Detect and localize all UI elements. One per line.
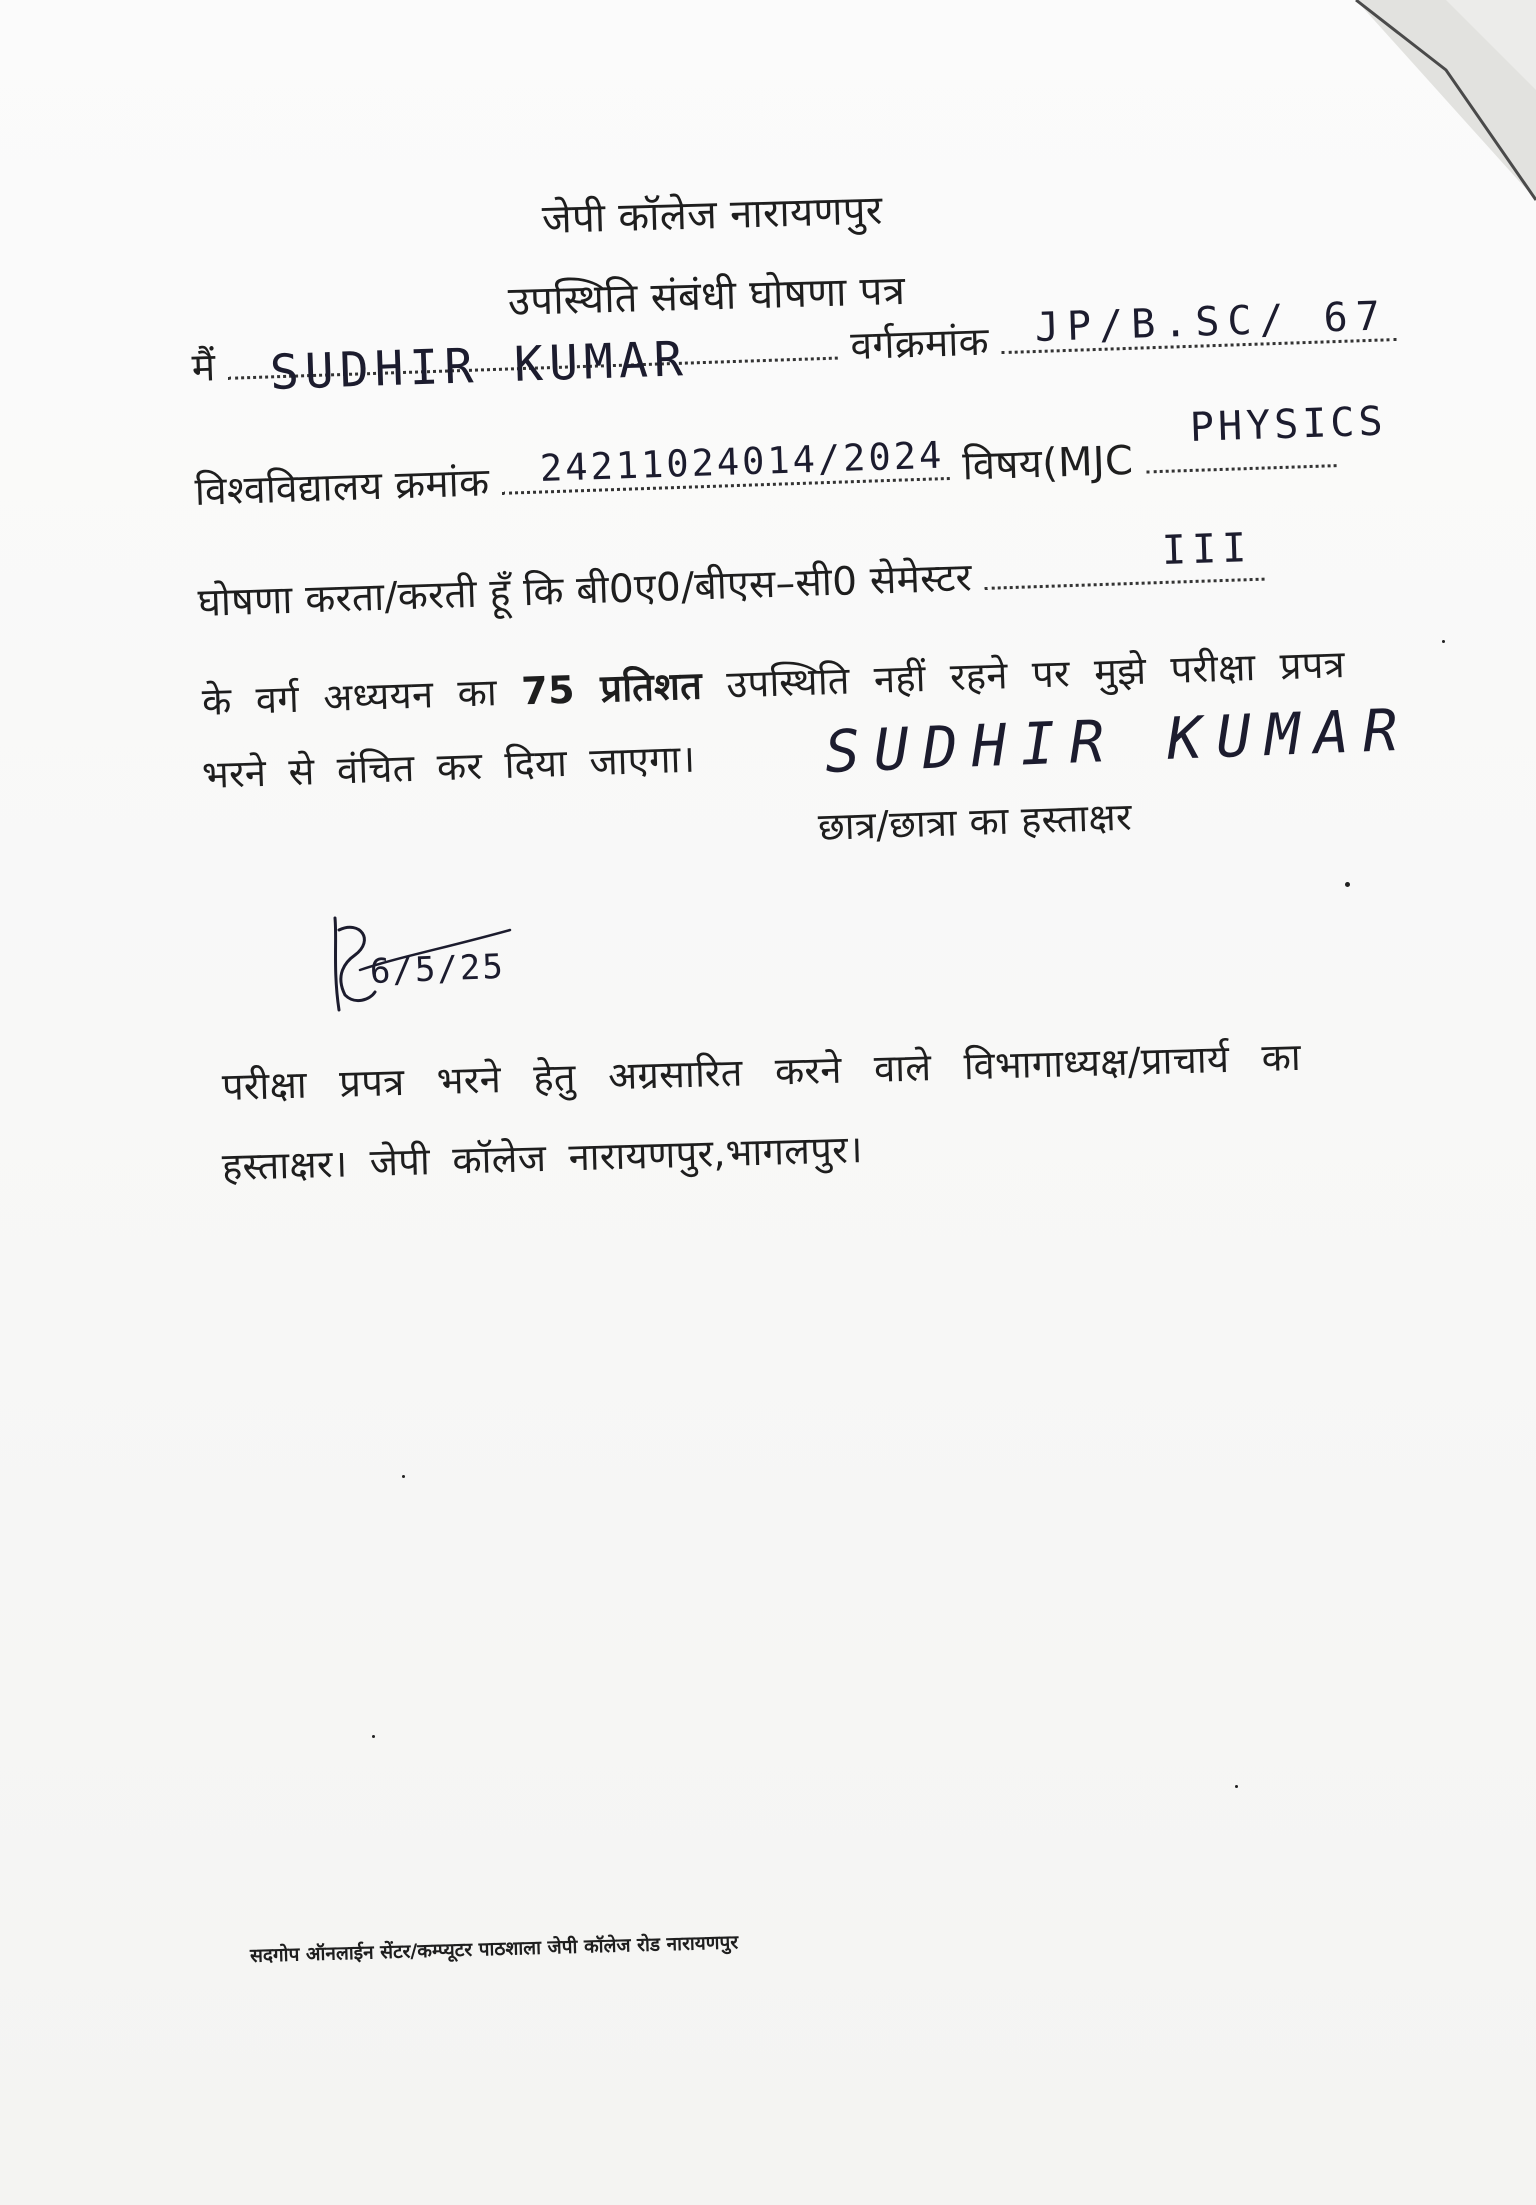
university-roll-label: विश्वविद्यालय क्रमांक xyxy=(194,460,491,515)
folded-corner xyxy=(1296,0,1536,240)
forwarding-line-1: परीक्षा प्रपत्र भरने हेतु अग्रसारित करने वाले विभागाध्यक्ष/प्राचार्य का xyxy=(221,1034,1302,1109)
subject-label: विषय(MJC xyxy=(961,437,1134,490)
semester-text: घोषणा करता/करती हूँ कि बी0ए0/बीएस–सी0 सेमेस्टर xyxy=(197,555,973,626)
attendance-percent: 75 प्रतिशत xyxy=(520,663,703,714)
class-roll-handwritten: JP/B.SC/ 67 xyxy=(1034,293,1389,351)
ink-speck xyxy=(372,1735,375,1738)
subject-handwritten: PHYSICS xyxy=(1189,398,1388,451)
semester-field[interactable] xyxy=(985,572,1265,590)
ink-speck xyxy=(1235,1785,1238,1788)
declaration-line-1-start: के वर्ग अध्ययन का xyxy=(201,669,523,724)
college-name: जेपी कॉलेज नारायणपुर xyxy=(541,187,884,243)
declaration-line-1-end: उपस्थिति नहीं रहने पर मुझे परीक्षा प्रपत्र xyxy=(701,642,1346,708)
forwarding-line-2: हस्ताक्षर। जेपी कॉलेज नारायणपुर,भागलपुर। xyxy=(221,1127,864,1189)
footer-printer-name: सदगोप ऑनलाईन सेंटर/कम्प्यूटर पाठशाला जेपी कॉलेज रोड नारायणपुर xyxy=(249,1931,739,1967)
ink-speck xyxy=(402,1475,405,1478)
student-signature-label: छात्र/छात्रा का हस्ताक्षर xyxy=(817,794,1133,849)
name-prefix: मैं xyxy=(191,345,217,391)
student-name-handwritten: SUDHIR KUMAR xyxy=(269,331,690,401)
form-title: उपस्थिति संबंधी घोषणा पत्र xyxy=(507,267,906,325)
hod-signature-date: 6/5/25 xyxy=(369,946,506,992)
declaration-line-2: भरने से वंचित कर दिया जाएगा। xyxy=(201,736,697,797)
ink-speck xyxy=(1442,640,1445,643)
semester-handwritten: III xyxy=(1161,525,1253,574)
class-roll-label: वर्गक्रमांक xyxy=(849,319,990,370)
ink-speck xyxy=(1345,882,1350,887)
university-roll-handwritten: 24211024014/2024 xyxy=(539,433,945,490)
student-signature: SUDHIR KUMAR xyxy=(823,695,1413,786)
subject-field[interactable] xyxy=(1146,458,1336,473)
